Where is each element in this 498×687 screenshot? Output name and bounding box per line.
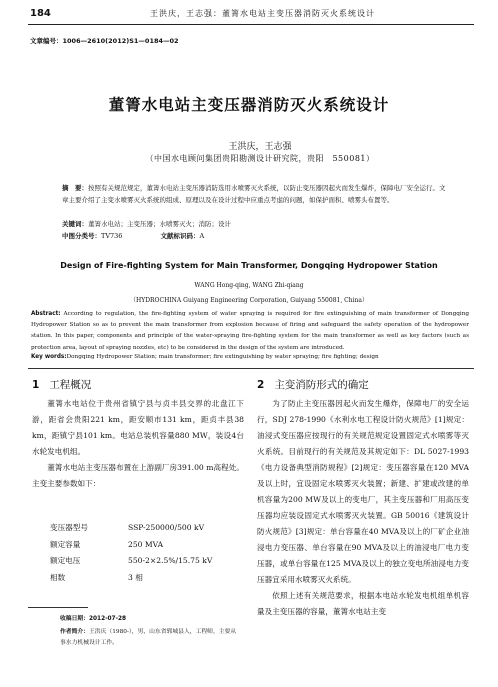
paper-title-zh: 董箐水电站主变压器消防灭火系统设计 <box>108 96 390 114</box>
section-2-heading <box>257 377 369 392</box>
running-title: 王洪庆，王志强：董箐水电站主变压器消防灭火系统设计 <box>150 9 375 18</box>
keywords-en-text: Dongqing Hydropower Station; main transformer; fire extinguishing by water spraying; fire fighting; design <box>66 354 379 360</box>
abstract-en-label: Abstract: <box>31 311 61 317</box>
classification-row <box>62 231 204 240</box>
param-key: 额定容量 <box>50 539 81 549</box>
article-number: 文章编号：1006—2610(2012)S1—0184—02 <box>30 37 179 45</box>
section-1-para-2: 董箐水电站主变压器布置在上游副厂房391.00 m高程处。主变主要参数如下： <box>32 463 244 488</box>
param-row <box>50 553 212 570</box>
section-2-number: 2 <box>257 379 265 391</box>
paper-title-en: Design of Fire-fighting System for Main Transformer, Dongqing Hydropower Station <box>60 261 438 270</box>
affiliation-zh: （中国水电顾问集团贵阳勘测设计研究院，贵阳 550081） <box>145 154 375 163</box>
section-2-title: 主变消防形式的确定 <box>274 379 369 391</box>
section-1-heading <box>32 377 91 392</box>
clc-value: TV736 <box>101 232 123 240</box>
keywords-zh <box>62 219 231 228</box>
doc-code-value: A <box>199 232 205 240</box>
header-rule <box>28 24 474 25</box>
param-key: 变压器型号 <box>50 523 88 532</box>
author-bio-text: 王洪庆（1980-），男，山东省郓城县人，工程师，主要从事水力机械设计工作。 <box>60 629 237 646</box>
param-key: 相数 <box>50 572 66 582</box>
param-value: SSP-250000/500 kV <box>128 523 205 532</box>
section-rule <box>28 368 474 369</box>
page-number: 184 <box>30 8 51 19</box>
section-1-para-1: 董箐水电站位于贵州省镇宁县与贞丰县交界的北盘江下游，距省会贵阳221 km，距安顺市131 km，距贞丰县38 km，距镇宁县101 km。电站总装机容量880 MW，装设4台水轮发电机组。 <box>32 399 244 456</box>
param-key: 额定电压 <box>50 556 81 565</box>
keywords-zh-text: 董箐水电站；主变压器；水喷雾灭火；消防；设计 <box>88 220 231 228</box>
param-value: 3 相 <box>128 572 143 582</box>
keywords-en <box>31 354 469 360</box>
authors-en: WANG Hong-qing, WANG Zhi-qiang <box>194 282 304 289</box>
section-1-title: 工程概况 <box>49 379 92 391</box>
section-1-number: 1 <box>32 379 40 391</box>
transformer-params <box>50 520 212 586</box>
param-value: 250 MVA <box>128 539 164 549</box>
section-2-para-2: 依照上述有关规范要求，根据本电站水轮发电机组单机容量及主变压器的容量，董箐水电站主变 <box>257 591 469 616</box>
doc-code-label: 文献标识码： <box>160 232 200 240</box>
received-date-text: 收稿日期：2012-07-28 <box>60 616 127 622</box>
clc-label: 中图分类号： <box>62 232 101 240</box>
param-row <box>50 520 212 537</box>
author-bio-label: 作者简介： <box>60 629 89 635</box>
keywords-en-label: Key words: <box>31 354 67 360</box>
abstract-zh-text: 按照有关规范规定，董箐水电站主变压器消防选用水喷雾灭火系统，以防止变压器因起火而发生爆炸，保障电厂安全运行。文章主要介绍了主变水喷雾灭火系统的组成、原理以及在设计过程中应重点考虑的问题，如保护面积、喷雾头布置等。 <box>62 184 446 204</box>
param-value: 550-2×2.5%/15.75 kV <box>128 556 213 565</box>
section-2-body <box>257 396 469 620</box>
affiliation-en: （HYDROCHINA Guiyang Engineering Corporation, Guiyang 550081, China） <box>130 297 368 304</box>
section-1-body <box>32 396 244 492</box>
author-bio <box>60 627 240 649</box>
section-2-para-1: 为了防止主变压器因起火而发生爆炸，保障电厂的安全运行，SDJ 278-1990《水利水电工程设计防火规范》[1]规定：油浸式变压器应按现行的有关规范规定设置固定式水喷雾等灭火系统。目前现行的有关规范及其规定如下：DL 5027-1993《电力设备典型消防规程》[2]规定：变压器容量在120 MVA及以上时，宜设固定水喷雾灭火装置；新建、扩建或改建的单机容量为200 MW及以上的变电厂，其主变压器和厂用高压变压器均应装设固定式水喷雾灭火装置。GB 50016《建筑设计防火规范》[3]规定：单台容量在40 MVA及以上的厂矿企业油浸电力变压器、单台容量在90 MVA及以上的油浸电厂电力变压器，或单台容量在125 MVA及以上的独立变电所油浸电力变压器宜采用水喷雾灭火系统。 <box>257 399 469 584</box>
received-date <box>60 614 240 625</box>
keywords-zh-label: 关键词： <box>62 220 88 228</box>
authors-zh: 王洪庆，王志强 <box>228 142 292 152</box>
abstract-en <box>31 309 469 354</box>
abstract-zh-label: 摘 要： <box>62 184 88 192</box>
footnote-rule <box>28 607 88 608</box>
abstract-zh <box>62 183 450 206</box>
param-row <box>50 537 212 554</box>
abstract-en-text: According to regulation, the fire-fighting system of water spraying is required for fire extinguishing of main transformer of Dongqing Hydropower Station so as to prevent the main transformer from explosion because of firing and safeguard the safety operation of the hydropower station. In this paper, components and principle of the water-spraying fire-fighting system for the main transformer as well as key factors (such as protection area, layout of spraying nozzles, etc) to be considered in the design of the system are introduced. <box>31 311 469 351</box>
param-row <box>50 570 212 587</box>
